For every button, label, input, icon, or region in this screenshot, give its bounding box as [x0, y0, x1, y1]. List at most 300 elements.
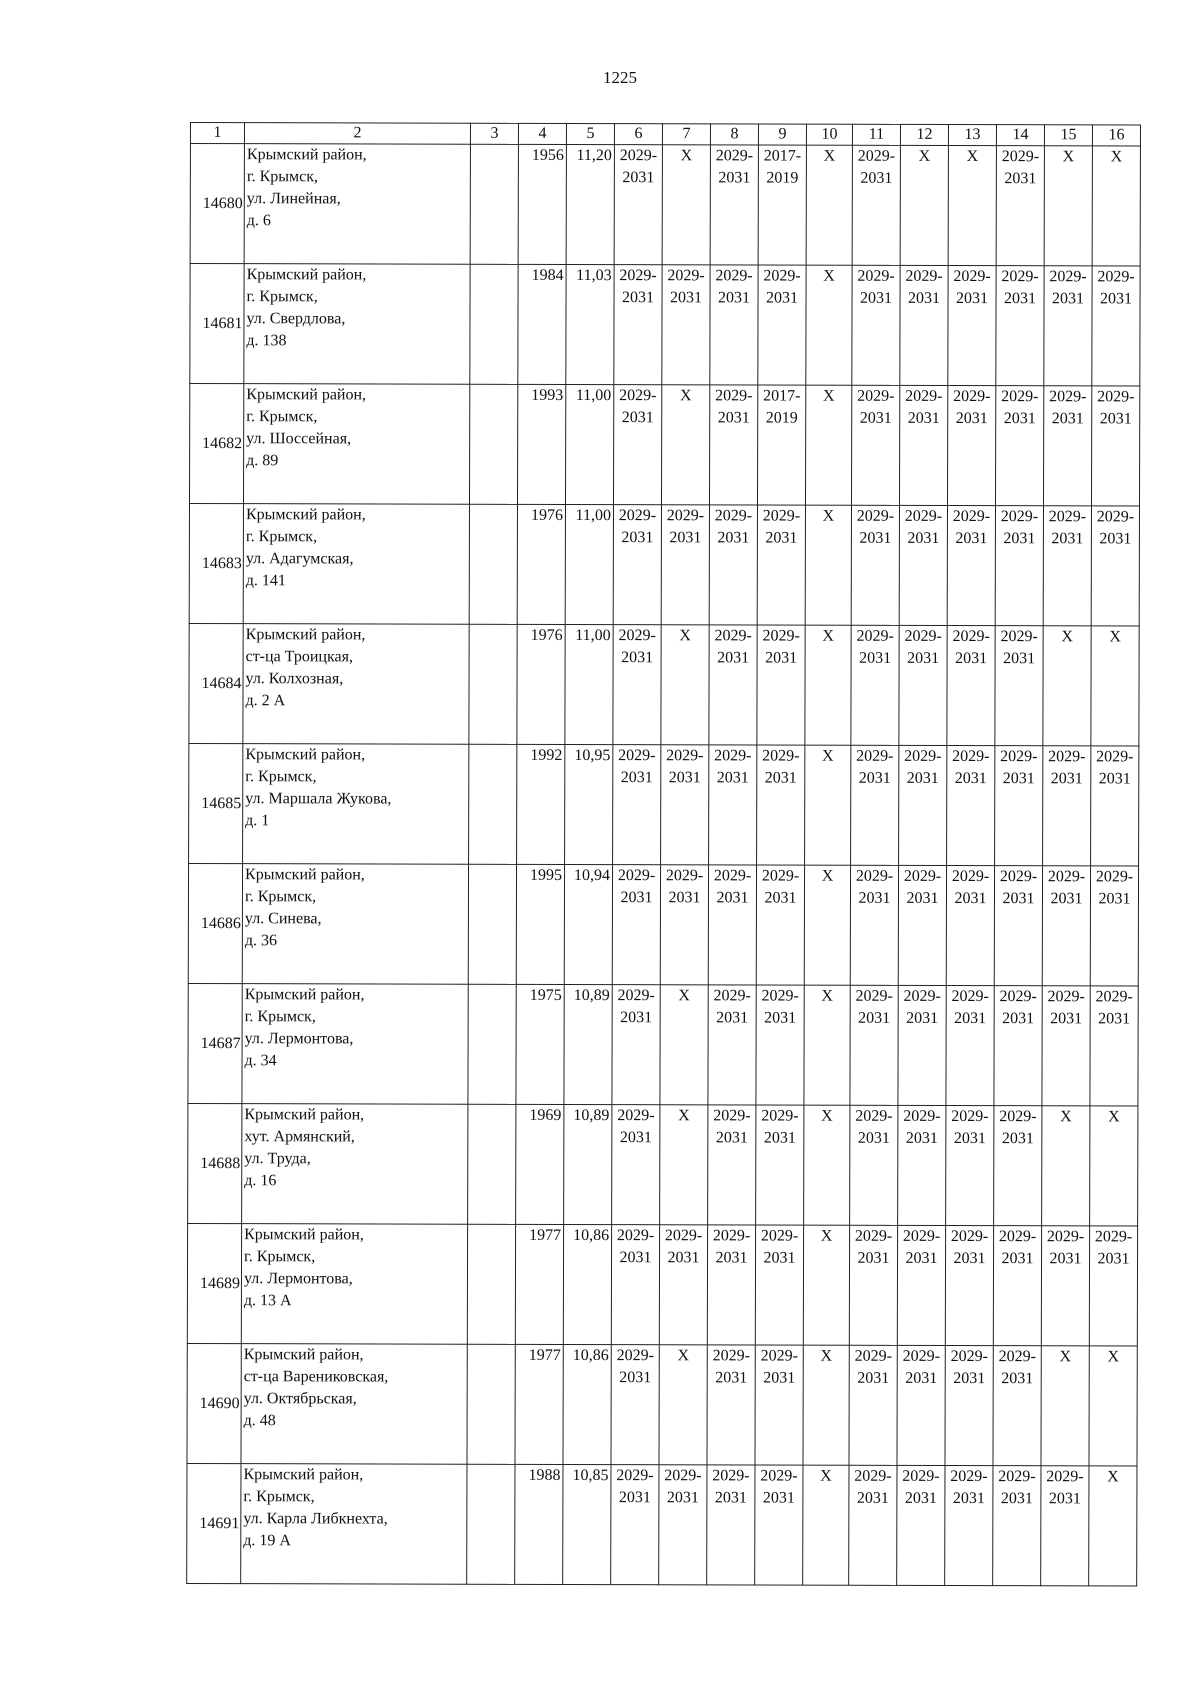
period-cell-col-16 [1091, 746, 1139, 866]
column-number-12: 12 [900, 124, 948, 145]
period-line: X [1107, 1468, 1119, 1486]
period-cell-col-6 [612, 865, 660, 985]
period-cell-col-16 [1092, 266, 1140, 386]
year-cell: 1993 [518, 384, 566, 504]
period-cell-col-15 [1043, 386, 1091, 506]
period-line: 2029- [616, 1347, 654, 1365]
period-line: 2029- [712, 1227, 751, 1245]
period-cell-col-14 [996, 146, 1044, 266]
address-line: д. 138 [246, 332, 287, 350]
period-line: X [677, 1347, 690, 1365]
period-line: 2031 [1004, 170, 1037, 188]
period-line: 2029- [1097, 268, 1135, 286]
period-line: 2029- [857, 267, 895, 285]
period-line: 2031 [906, 769, 939, 787]
period-line: 2031 [1004, 290, 1037, 308]
period-line: 2031 [766, 289, 799, 307]
period-line: 2029- [950, 1227, 989, 1246]
period-cell-col-12 [898, 865, 946, 985]
column-number-10: 10 [806, 124, 852, 145]
col-3-cell [468, 984, 516, 1104]
period-line: 2031 [857, 1129, 890, 1147]
period-line: 2031 [762, 1489, 795, 1507]
year-cell: 1956 [518, 144, 566, 264]
address-cell [243, 744, 469, 865]
period-line: 2031 [859, 529, 892, 547]
period-cell-col-9 [757, 505, 805, 625]
period-cell-col-11 [849, 1225, 897, 1345]
period-cell-col-15 [1041, 1226, 1089, 1346]
period-cell-col-14 [994, 986, 1042, 1106]
period-cell-col-15 [1044, 146, 1092, 266]
period-line: 2031 [956, 290, 989, 308]
column-number-1: 1 [190, 123, 244, 144]
period-line: 2029- [998, 1468, 1036, 1486]
period-line: 2029- [1096, 748, 1134, 766]
address-line: Крымский район, [243, 1466, 364, 1484]
period-line: 2029- [715, 267, 753, 285]
period-line: 2029- [712, 1467, 750, 1485]
col-3-cell [467, 1224, 515, 1344]
table-row [189, 743, 1139, 865]
period-line: 2031 [718, 169, 751, 187]
period-line: 2031 [715, 1369, 748, 1387]
period-cell-col-9 [756, 1105, 804, 1225]
period-cell-col-12 [898, 1105, 946, 1225]
address-line: Крымский район, [246, 266, 367, 284]
period-line: 2029- [762, 627, 800, 645]
address-cell [241, 1224, 467, 1345]
period-cell-col-9 [756, 865, 804, 985]
period-line: 2031 [619, 1249, 652, 1267]
value-cell: 10,95 [565, 744, 613, 864]
period-line: 2031 [764, 889, 797, 907]
period-cell-col-16 [1092, 146, 1140, 266]
row-number: 14687 [188, 983, 242, 1103]
period-line: 2029- [760, 1227, 799, 1245]
period-cell-col-12 [899, 745, 947, 865]
table-row [190, 144, 1140, 266]
period-line: 2031 [716, 889, 749, 907]
period-line: X [678, 987, 691, 1005]
period-line: 2019 [765, 409, 798, 427]
period-cell-col-7 [660, 865, 708, 985]
address-line: г. Крымск, [244, 1248, 316, 1266]
period-cell-col-15 [1044, 266, 1092, 386]
period-cell-col-7 [659, 1225, 707, 1345]
period-line: 2029- [1048, 748, 1086, 766]
period-line: 2029- [713, 867, 752, 885]
row-number: 14682 [190, 384, 244, 504]
row-number: 14690 [187, 1343, 241, 1463]
period-line: 2029- [1046, 1228, 1085, 1246]
col-3-cell [468, 1104, 516, 1224]
period-cell-col-14 [995, 626, 1043, 746]
year-cell: 1995 [516, 864, 564, 984]
period-line: 2031 [618, 1489, 651, 1507]
period-cell-col-12 [899, 505, 947, 625]
period-line: 2029- [1094, 1228, 1133, 1246]
period-cell-col-8 [709, 505, 757, 625]
address-line: ул. Синева, [244, 910, 322, 928]
period-line: 2029- [902, 1467, 940, 1485]
period-line: 2031 [763, 1249, 796, 1267]
period-line: 2029- [998, 1228, 1037, 1246]
period-cell-col-7 [660, 1105, 708, 1225]
period-line: 2031 [905, 1369, 938, 1387]
period-line: 2031 [906, 1009, 939, 1027]
period-line: 2031 [620, 769, 653, 787]
value-cell: 10,85 [563, 1464, 611, 1584]
period-cell-col-6 [613, 625, 661, 745]
period-line: 2029- [760, 1347, 798, 1365]
period-line: 2031 [1050, 770, 1083, 788]
address-cell [242, 864, 468, 985]
period-line: X [821, 987, 834, 1005]
period-line: X [1062, 148, 1075, 166]
period-cell-col-14 [994, 866, 1042, 986]
period-line: 2031 [764, 1009, 797, 1027]
period-line: 2029- [953, 267, 991, 286]
address-line: Крымский район, [246, 386, 367, 404]
period-line: 2017- [763, 147, 802, 165]
value-cell: 11,20 [566, 144, 614, 264]
year-cell: 1977 [515, 1344, 563, 1464]
period-cell-col-15 [1041, 1466, 1089, 1586]
period-line: 2029- [761, 987, 799, 1005]
period-line: 2031 [765, 649, 798, 667]
period-line: 2031 [1001, 1130, 1034, 1148]
page-number: 1225 [603, 68, 637, 87]
period-line: 2031 [765, 529, 798, 547]
period-cell-col-6 [612, 985, 660, 1105]
row-number: 14685 [189, 743, 243, 863]
period-line: 2031 [858, 1009, 891, 1027]
address-line: д. 1 [245, 812, 270, 830]
period-line: 2029- [904, 627, 942, 645]
address-cell [243, 624, 469, 745]
col-3-cell [469, 504, 517, 624]
value-cell: 11,00 [565, 624, 613, 744]
period-cell-col-15 [1042, 986, 1090, 1106]
period-cell-col-13 [945, 1345, 993, 1465]
period-line: 2029- [1048, 508, 1087, 526]
year-cell: 1969 [516, 1104, 564, 1224]
period-cell-col-11 [852, 265, 900, 385]
address-line: Крымский район, [244, 1226, 364, 1244]
address-line: ул. Линейная, [246, 190, 341, 208]
period-line: 2031 [1001, 1370, 1034, 1388]
period-line: 2029- [760, 1467, 798, 1485]
period-line: 2029- [667, 267, 705, 285]
period-line: 2031 [1097, 1250, 1130, 1268]
period-line: 2031 [1099, 530, 1132, 548]
period-line: 2029- [1095, 988, 1133, 1006]
period-line: 2031 [953, 1370, 986, 1388]
period-line: 2029- [1095, 868, 1134, 886]
period-line: 2031 [622, 169, 655, 187]
period-cell-col-7 [661, 625, 709, 745]
period-cell-col-8 [708, 865, 756, 985]
address-line: г. Крымск, [243, 1488, 315, 1506]
period-line: 2029- [616, 1227, 655, 1245]
address-line: д. 19 А [243, 1532, 292, 1550]
period-cell-col-11 [852, 145, 900, 265]
period-cell-col-14 [996, 266, 1044, 386]
period-line: 2029- [713, 1107, 751, 1125]
period-line: 2029- [1097, 388, 1135, 406]
period-cell-col-10 [804, 985, 850, 1105]
period-cell-col-11 [851, 385, 899, 505]
period-cell-col-8 [709, 385, 757, 505]
column-number-4: 4 [518, 123, 566, 144]
period-line: 2031 [954, 1010, 987, 1028]
period-cell-col-15 [1041, 1346, 1089, 1466]
period-line: 2031 [907, 529, 940, 547]
period-cell-col-13 [947, 745, 995, 865]
period-line: X [966, 148, 979, 166]
period-line: 2029- [902, 1227, 941, 1245]
period-line: 2031 [954, 890, 987, 908]
period-line: 2029- [664, 1467, 702, 1485]
period-line: 2031 [952, 1490, 985, 1508]
period-line: 2029- [1001, 268, 1039, 286]
period-line: 2029- [905, 267, 943, 285]
period-line: 2029- [903, 987, 941, 1005]
address-cell [244, 264, 470, 385]
address-line: г. Крымск, [246, 408, 318, 426]
period-line: 2029- [999, 988, 1037, 1006]
period-line: 2031 [907, 409, 940, 427]
period-line: 2029- [855, 1107, 893, 1125]
value-cell: 11,00 [565, 504, 613, 624]
period-line: 2029- [999, 1108, 1037, 1126]
period-line: 2029- [1000, 508, 1039, 526]
period-line: 2031 [1050, 890, 1083, 908]
period-line: 2031 [619, 1129, 652, 1147]
period-cell-col-10 [804, 865, 850, 985]
period-cell-col-8 [710, 145, 758, 265]
period-line: X [679, 627, 691, 645]
period-line: 2029- [619, 387, 657, 405]
period-line: 2031 [669, 529, 702, 547]
period-cell-col-16 [1091, 626, 1139, 746]
period-cell-col-11 [850, 1105, 898, 1225]
period-cell-col-12 [898, 985, 946, 1105]
address-line: ул. Маршала Жукова, [245, 790, 392, 808]
table-row [187, 1223, 1137, 1345]
period-cell-col-7 [661, 385, 709, 505]
period-line: 2031 [763, 1129, 796, 1147]
value-cell: 10,86 [563, 1344, 611, 1464]
period-line: 2031 [1098, 1010, 1131, 1028]
table-row [188, 863, 1138, 985]
period-cell-col-11 [849, 1465, 897, 1585]
period-line: X [820, 1347, 833, 1365]
table-row [187, 1343, 1137, 1465]
period-cell-col-11 [851, 625, 899, 745]
period-cell-col-7 [661, 505, 709, 625]
period-cell-col-6 [611, 1345, 659, 1465]
period-line: 2031 [1051, 530, 1084, 548]
row-number: 14688 [188, 1103, 242, 1223]
period-cell-col-10 [806, 145, 852, 265]
year-cell: 1984 [518, 264, 566, 384]
table-row [188, 983, 1138, 1105]
period-cell-col-15 [1043, 506, 1091, 626]
address-line: хут. Армянский, [244, 1128, 355, 1146]
period-cell-col-14 [994, 1106, 1042, 1226]
period-cell-col-7 [659, 1465, 707, 1585]
period-cell-col-14 [995, 386, 1043, 506]
period-cell-col-7 [662, 145, 710, 265]
period-line: 2029- [951, 1107, 989, 1126]
period-cell-col-16 [1090, 986, 1138, 1106]
period-line: 2031 [715, 1249, 748, 1267]
period-cell-col-7 [661, 745, 709, 865]
period-cell-col-10 [803, 1465, 849, 1585]
period-cell-col-7 [662, 265, 710, 385]
period-cell-col-16 [1091, 386, 1139, 506]
period-cell-col-16 [1091, 506, 1139, 626]
period-cell-col-16 [1090, 866, 1138, 986]
column-number-7: 7 [662, 124, 710, 145]
year-cell: 1977 [515, 1224, 563, 1344]
row-number: 14684 [189, 623, 243, 743]
table-row [188, 1103, 1138, 1225]
period-line: 2029- [1049, 268, 1087, 286]
address-line: д. 2 А [245, 692, 286, 710]
period-cell-col-13 [946, 985, 994, 1105]
period-line: 2029- [952, 627, 990, 646]
period-cell-col-9 [757, 745, 805, 865]
period-cell-col-12 [897, 1465, 945, 1585]
address-line: д. 141 [245, 572, 286, 590]
period-cell-col-6 [614, 145, 662, 265]
address-line: ул. Шоссейная, [246, 430, 352, 448]
period-line: 2029- [714, 507, 753, 525]
period-line: 2029- [712, 1347, 750, 1365]
column-number-11: 11 [852, 124, 900, 145]
period-line: 2031 [667, 1249, 700, 1267]
period-line: 2031 [1001, 1250, 1034, 1268]
period-cell-col-8 [709, 745, 757, 865]
period-cell-col-9 [757, 625, 805, 745]
address-cell [242, 1104, 468, 1225]
period-line: 2031 [955, 410, 988, 428]
period-line: 2031 [619, 1369, 652, 1387]
period-line: 2029- [1001, 388, 1039, 406]
period-line: 2029- [905, 387, 943, 405]
period-cell-col-9 [757, 385, 805, 505]
address-line: г. Крымск, [244, 1008, 316, 1026]
period-cell-col-13 [948, 145, 996, 265]
period-line: 2029- [857, 387, 895, 405]
period-line: 2031 [954, 770, 987, 788]
period-cell-col-16 [1089, 1466, 1137, 1586]
period-cell-col-14 [993, 1466, 1041, 1586]
period-cell-col-13 [947, 625, 995, 745]
period-line: 2029- [902, 1347, 940, 1365]
period-line: 2029- [903, 1107, 941, 1125]
period-line: 2029- [665, 867, 704, 885]
period-cell-col-6 [612, 1105, 660, 1225]
row-number: 14683 [189, 504, 243, 624]
period-line: 2029- [1047, 988, 1085, 1006]
period-cell-col-10 [804, 1105, 850, 1225]
period-line: X [1060, 1108, 1072, 1126]
period-cell-col-13 [945, 1465, 993, 1585]
value-cell: 10,89 [564, 984, 612, 1104]
period-line: 2031 [857, 1369, 890, 1387]
address-line: д. 13 А [243, 1292, 292, 1310]
period-cell-col-15 [1043, 746, 1091, 866]
table-row [189, 504, 1139, 626]
period-line: 2029- [856, 747, 894, 765]
period-line: 2031 [905, 1129, 938, 1147]
period-line: 2029- [714, 627, 752, 645]
period-line: 2031 [716, 1009, 749, 1027]
col-3-cell [470, 384, 518, 504]
column-number-3: 3 [470, 123, 518, 144]
period-line: 2031 [859, 409, 892, 427]
period-line: 2029- [950, 1347, 988, 1366]
address-cell [244, 144, 470, 265]
period-line: X [1108, 1108, 1120, 1126]
table-row [189, 623, 1139, 745]
period-line: 2029- [616, 1467, 654, 1485]
period-line: 2029- [1046, 1468, 1084, 1486]
period-line: 2031 [1049, 1250, 1082, 1268]
period-line: 2031 [1003, 530, 1036, 548]
year-cell: 1988 [515, 1464, 563, 1584]
period-line: X [678, 1107, 690, 1125]
period-line: 2029- [952, 507, 991, 526]
period-line: 2029- [856, 627, 894, 645]
period-line: X [822, 747, 834, 765]
period-line: 2029- [1000, 628, 1038, 646]
period-cell-col-11 [849, 1345, 897, 1465]
address-line: ст-ца Варениковская, [243, 1368, 389, 1386]
period-line: 2029- [1049, 388, 1087, 406]
col-3-cell [469, 744, 517, 864]
value-cell: 10,94 [564, 864, 612, 984]
period-line: 2029- [618, 627, 656, 645]
period-cell-col-15 [1042, 866, 1090, 986]
period-line: 2029- [1000, 748, 1038, 766]
address-line: г. Крымск, [245, 528, 318, 546]
period-cell-col-7 [659, 1345, 707, 1465]
column-number-13: 13 [948, 124, 996, 145]
address-line: г. Крымск, [244, 888, 317, 906]
value-cell: 10,89 [564, 1104, 612, 1224]
period-line: 2031 [1002, 890, 1035, 908]
address-line: д. 36 [244, 932, 278, 950]
period-line: 2031 [1052, 290, 1085, 308]
address-line: д. 89 [246, 452, 279, 470]
column-number-15: 15 [1044, 125, 1092, 146]
period-line: 2029- [714, 747, 752, 765]
address-line: ул. Труда, [244, 1150, 311, 1168]
period-line: 2029- [951, 867, 990, 886]
row-number: 14686 [188, 863, 242, 983]
period-line: 2031 [858, 769, 891, 787]
period-cell-col-8 [707, 1225, 755, 1345]
period-line: 2029- [854, 1347, 892, 1365]
period-cell-col-12 [899, 385, 947, 505]
period-line: 2031 [1003, 650, 1036, 668]
period-line: 2029- [618, 747, 656, 765]
